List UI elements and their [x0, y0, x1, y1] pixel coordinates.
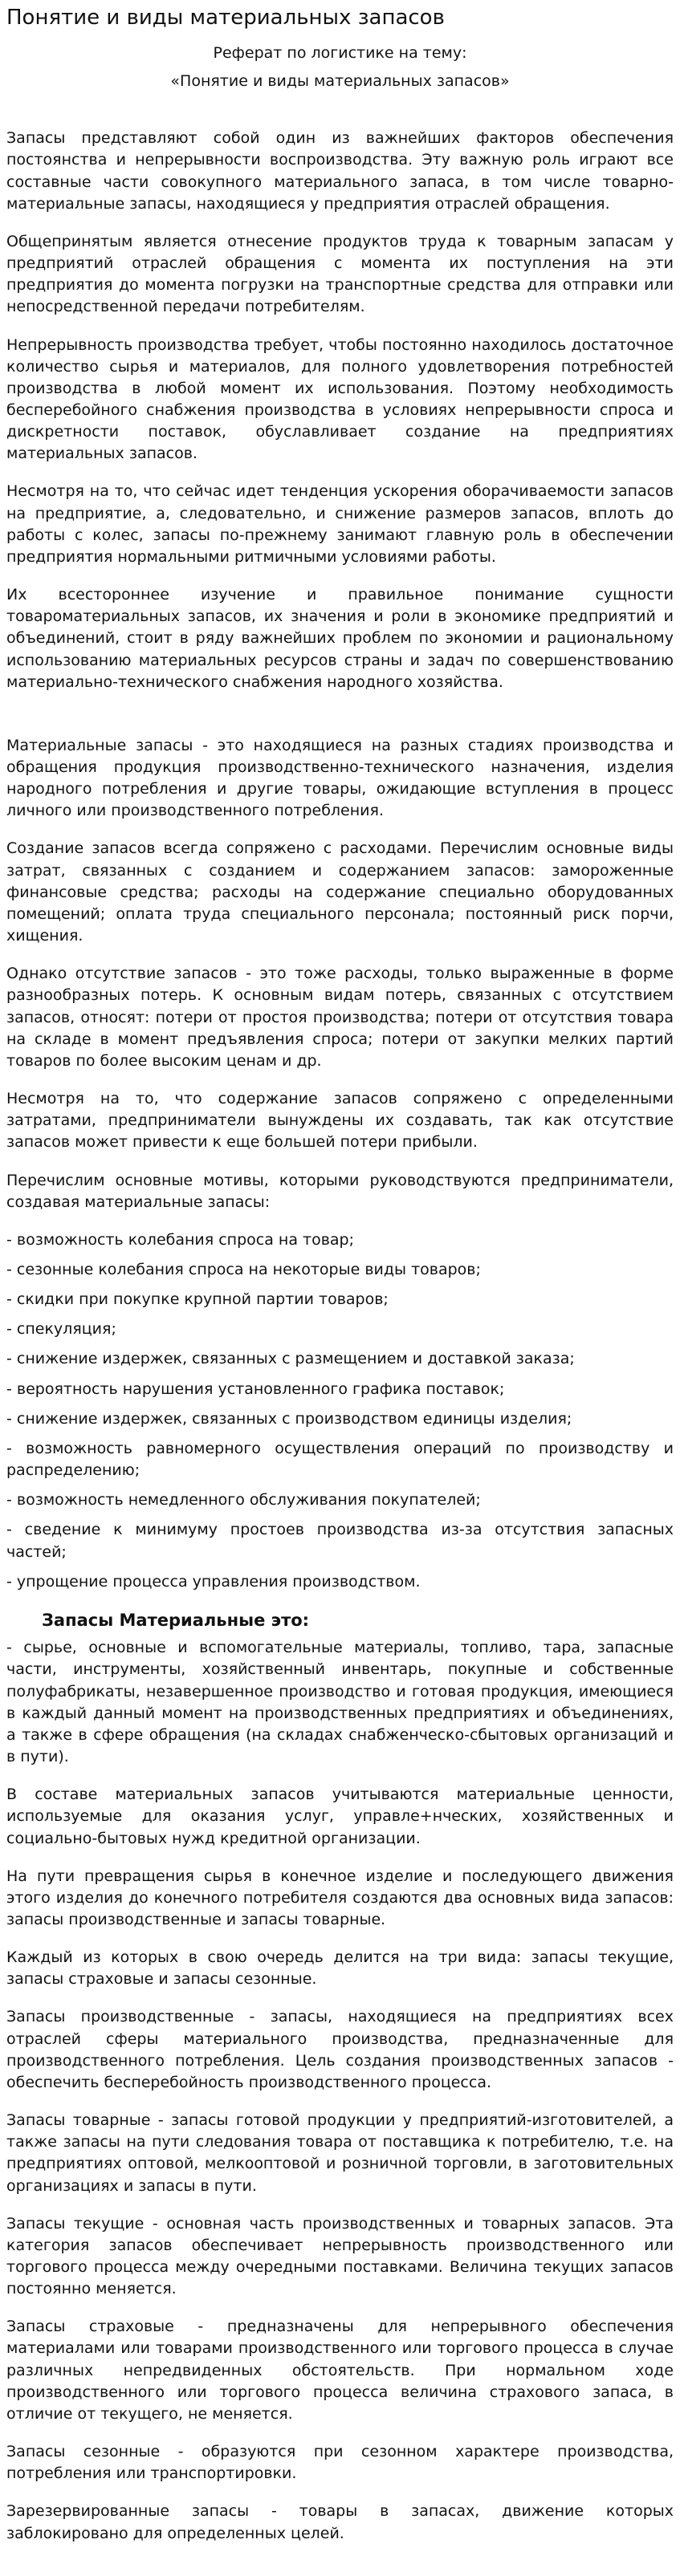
paragraph: Их всестороннее изучение и правильное понимание сущности товароматериальных запасов, их значения и роли в экономике предприятий и объединений, стоит в ряду важнейших проблем по экономии и рациональному использованию материальных ресурсов страны и задач по совершенствованию материально-технического снабжения народного хозяйства. [6, 586, 674, 691]
paragraph: Создание запасов всегда сопряжено с расходами. Перечислим основные виды затрат, связанных с созданием и содержанием запасов: замороженные финансовые средства; расходы на содержание специально оборудованных помещений; оплата труда специального персонала; постоянный риск порчи, хищения. [6, 839, 674, 945]
paragraph: На пути превращения сырья в конечное изделие и последующего движения этого изделия до конечного потребителя создаются два основных вида запасов: запасы производственные и запасы товарные. [6, 1867, 674, 1928]
list-item: - возможность колебания спроса на товар; [6, 1230, 355, 1249]
paragraph: Материальные запасы - это находящиеся на разных стадиях производства и обращения продукция производственно-технического назначения, изделия народного потребления и другие товары, ожидающие вступления в процесс личного или производственного потребления. [6, 736, 674, 820]
subtitle-essay-topic: Реферат по логистике на тему: [213, 43, 467, 62]
list-item: - скидки при покупке крупной партии товаров; [6, 1290, 389, 1309]
paragraph: Каждый из которых в свою очередь делится на три вида: запасы текущие, запасы страховые и запасы сезонные. [6, 1948, 674, 1989]
paragraph: Однако отсутствие запасов - это тоже расходы, только выраженные в форме разнообразных потерь. К основным видам потерь, связанных с отсутствием запасов, относят: потери от простоя производства; потери от отсутствия товара на складе в момент предъявления спроса; потери от закупки мелких партий товаров по более высоким ценам и др. [6, 965, 674, 1070]
subtitle-essay-name: «Понятие и виды материальных запасов» [170, 71, 510, 90]
paragraph: Запасы текущие - основная часть производственных и товарных запасов. Эта категория запасов обеспечивает непрерывность производственного или торгового процесса между очередными поставками. Величина текущих запасов постоянно меняется. [6, 2214, 674, 2298]
list-item: - спекуляция; [6, 1320, 116, 1339]
page-title: Понятие и виды материальных запасов [6, 6, 445, 30]
list-item: - возможность равномерного осуществления операций по производству и распределению; [6, 1439, 674, 1480]
paragraph: Запасы производственные - запасы, находящиеся на предприятиях всех отраслей сферы материального производства, предназначенные для производственного потребления. Цель создания производственных запасов - обеспечить бесперебойность производственного процесса. [6, 2008, 674, 2091]
paragraph: Несмотря на то, что сейчас идет тенденция ускорения оборачиваемости запасов на предприятие, а, следовательно, и снижение размеров запасов, вплоть до работы с колес, запасы по-прежнему занимают главную роль в обеспечении предприятия нормальными ритмичными условиями работы. [6, 482, 674, 566]
paragraph: Запасы представляют собой один из важнейших факторов обеспечения постоянства и непрерывности воспроизводства. Эту важную роль играют все составные части совокупного материального запаса, в том числе товарно-материальные запасы, находящиеся у предприятия отраслей обращения. [6, 129, 674, 213]
paragraph: - сырье, основные и вспомогательные материалы, топливо, тара, запасные части, инструменты, хозяйственный инвентарь, покупные и собственные полуфабрикаты, незавершенное производство и готовая продукция, имеющиеся в каждый данный момент на производственных предприятиях и объединениях, а также в сфере обращения (на складах снабженческо-сбытовых организаций и в пути). [6, 1639, 674, 1766]
list-item: - сезонные колебания спроса на некоторые виды товаров; [6, 1260, 481, 1278]
list-item: - вероятность нарушения установленного графика поставок; [6, 1379, 505, 1398]
paragraph: Запасы товарные - запасы готовой продукции у предприятий-изготовителей, а также запасы на пути следования товара от поставщика к потребителю, т.е. на предприятиях оптовой, мелкооптовой и розничной торговли, в заготовительных организациях и запасы в пути. [6, 2111, 674, 2195]
list-item: - снижение издержек, связанных с размещением и доставкой заказа; [6, 1350, 575, 1368]
paragraph: Запасы страховые - предназначены для непрерывного обеспечения материалами или товарами производственного или торгового процесса в случае различных непредвиденных обстоятельств. При нормальном ходе производственного или торгового процесса величина страхового запаса, в отличие от текущего, не меняется. [6, 2318, 674, 2423]
paragraph: Непрерывность производства требует, чтобы постоянно находилось достаточное количество сырья и материалов, для полного удовлетворения потребностей производства в любой момент их использования. Поэтому необходимость бесперебойного снабжения производства в условиях непрерывности спроса и дискретности поставок, обуславливает создание на предприятиях материальных запасов. [6, 335, 674, 463]
paragraph: Запасы сезонные - образуются при сезонном характере производства, потребления или транспортировки. [6, 2443, 674, 2483]
paragraph: Перечислим основные мотивы, которыми руководствуются предприниматели, создавая материальные запасы: [6, 1171, 674, 1211]
list-item: - упрощение процесса управления производством. [6, 1572, 421, 1591]
paragraph: Несмотря на то, что содержание запасов сопряжено с определенными затратами, предприниматели вынуждены их создавать, так как отсутствие запасов может привести к еще большей потери прибыли. [6, 1090, 674, 1152]
list-item: - снижение издержек, связанных с производством единицы изделия; [6, 1409, 572, 1428]
spacer [6, 709, 674, 735]
paragraph: В составе материальных запасов учитываются материальные ценности, используемые для оказания услуг, управле+нческих, хозяйственных и социально-бытовых нужд кредитной организации. [6, 1786, 674, 1847]
section-heading: Запасы Материальные это: [42, 1610, 310, 1630]
list-item: - возможность немедленного обслуживания покупателей; [6, 1491, 481, 1509]
paragraph: Общепринятым является отнесение продуктов труда к товарным запасам у предприятий отраслей обращения с момента их поступления на эти предприятия до момента погрузки на транспортные средства для отправки или непосредственной передачи потребителям. [6, 232, 674, 316]
list-item: - сведение к минимуму простоев производства из-за отсутствия запасных частей; [6, 1521, 674, 1561]
paragraph: Зарезервированные запасы - товары в запасах, движение которых заблокировано для определенных целей. [6, 2502, 674, 2542]
